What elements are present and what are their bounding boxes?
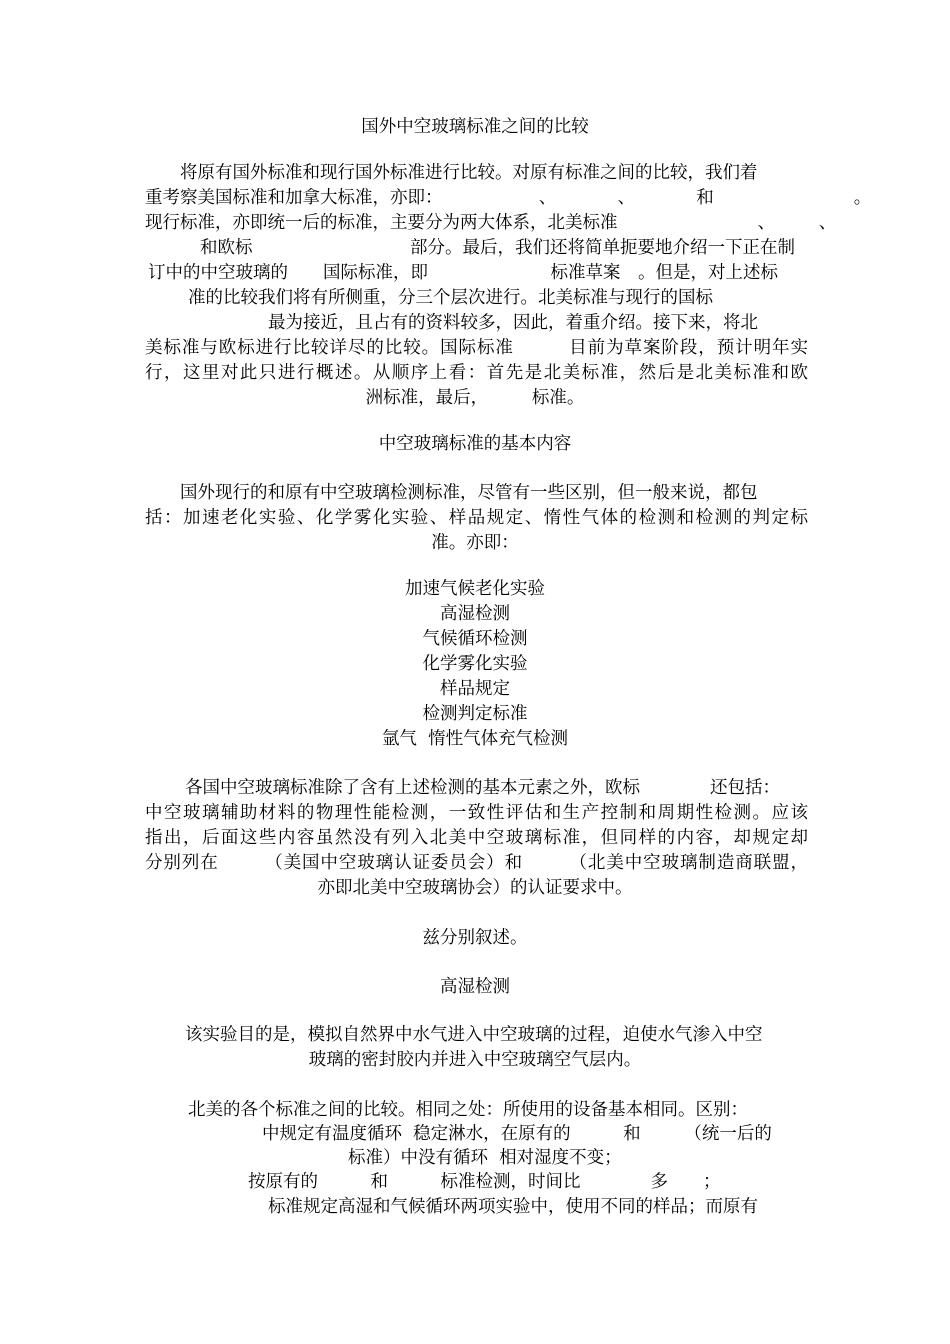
text-line: 行，这里对此只进行概述。从顺序上看：首先是北美标准，然后是北美标准和欧	[145, 363, 808, 383]
text-line: 标准）中没有循环 相对湿度不变；	[348, 1148, 622, 1168]
text-line: 玻璃的密封胶内并进入中空玻璃空气层内。	[308, 1050, 642, 1070]
text-line: 国外现行的和原有中空玻璃检测标准，尽管有一些区别，但一般来说，都包	[180, 483, 758, 503]
text-line: 亦即北美中空玻璃协会）的认证要求中。	[317, 878, 633, 898]
list-item: 高湿检测	[440, 604, 510, 624]
text-line: 括：加速老化实验、化学雾化实验、样品规定、惰性气体的检测和检测的判定标	[145, 508, 808, 528]
text-line: 和欧标 部分。最后，我们还将简单扼要地介绍一下正在制	[200, 238, 795, 258]
text-line: 指出，后面这些内容虽然没有列入北美中空玻璃标准，但同样的内容，却规定却	[145, 828, 808, 848]
document-title: 国外中空玻璃标准之间的比较	[361, 117, 589, 137]
section-heading: 中空玻璃标准的基本内容	[378, 434, 572, 454]
text-line: 最为接近，且占有的资料较多，因此，着重介绍。接下来，将北	[268, 313, 758, 333]
list-item: 检测判定标准	[422, 704, 528, 724]
list-item: 氩气 惰性气体充气检测	[381, 729, 569, 749]
section-heading: 高湿检测	[440, 977, 510, 997]
text-line: 各国中空玻璃标准除了含有上述检测的基本元素之外，欧标 还包括：	[185, 778, 780, 798]
list-item: 加速气候老化实验	[405, 579, 545, 599]
text-line: 中空玻璃辅助材料的物理性能检测，一致性评估和生产控制和周期性检测。应该	[145, 803, 808, 823]
text-line: 中规定有温度循环 稳定淋水，在原有的 和 （统一后的	[262, 1124, 772, 1144]
text-line: 按原有的 和 标准检测，时间比 多 ；	[248, 1172, 721, 1192]
text-line: 美标准与欧标进行比较详尽的比较。国际标准 目前为草案阶段，预计明年实	[145, 338, 808, 358]
text-line: 标准规定高湿和气候循环两项实验中，使用不同的样品；而原有	[268, 1197, 758, 1217]
list-item: 化学雾化实验	[422, 654, 528, 674]
text-line: 现行标准，亦即统一后的标准，主要分为两大体系，北美标准 、 、	[145, 213, 837, 233]
text-line: 北美的各个标准之间的比较。相同之处：所使用的设备基本相同。区别：	[188, 1100, 748, 1120]
text-line: 该实验目的是，模拟自然界中水气进入中空玻璃的过程，迫使水气渗入中空	[185, 1025, 763, 1045]
text-line: 准的比较我们将有所侧重，分三个层次进行。北美标准与现行的国标	[188, 288, 713, 308]
text-line: 重考察美国标准和加拿大标准，亦即： 、 、 和 。	[145, 188, 872, 208]
text-line: 洲标准，最后， 标准。	[365, 388, 585, 408]
note-line: 兹分别叙述。	[422, 928, 528, 948]
text-line: 准。亦即：	[431, 533, 519, 553]
text-line: 将原有国外标准和现行国外标准进行比较。对原有标准之间的比较，我们着	[180, 163, 758, 183]
text-line: 分别列在 （美国中空玻璃认证委员会）和 （北美中空玻璃制造商联盟，	[145, 853, 808, 873]
text-line: 订中的中空玻璃的 国际标准，即 标准草案 。但是，对上述标	[148, 263, 778, 283]
list-item: 样品规定	[440, 679, 510, 699]
list-item: 气候循环检测	[422, 629, 528, 649]
